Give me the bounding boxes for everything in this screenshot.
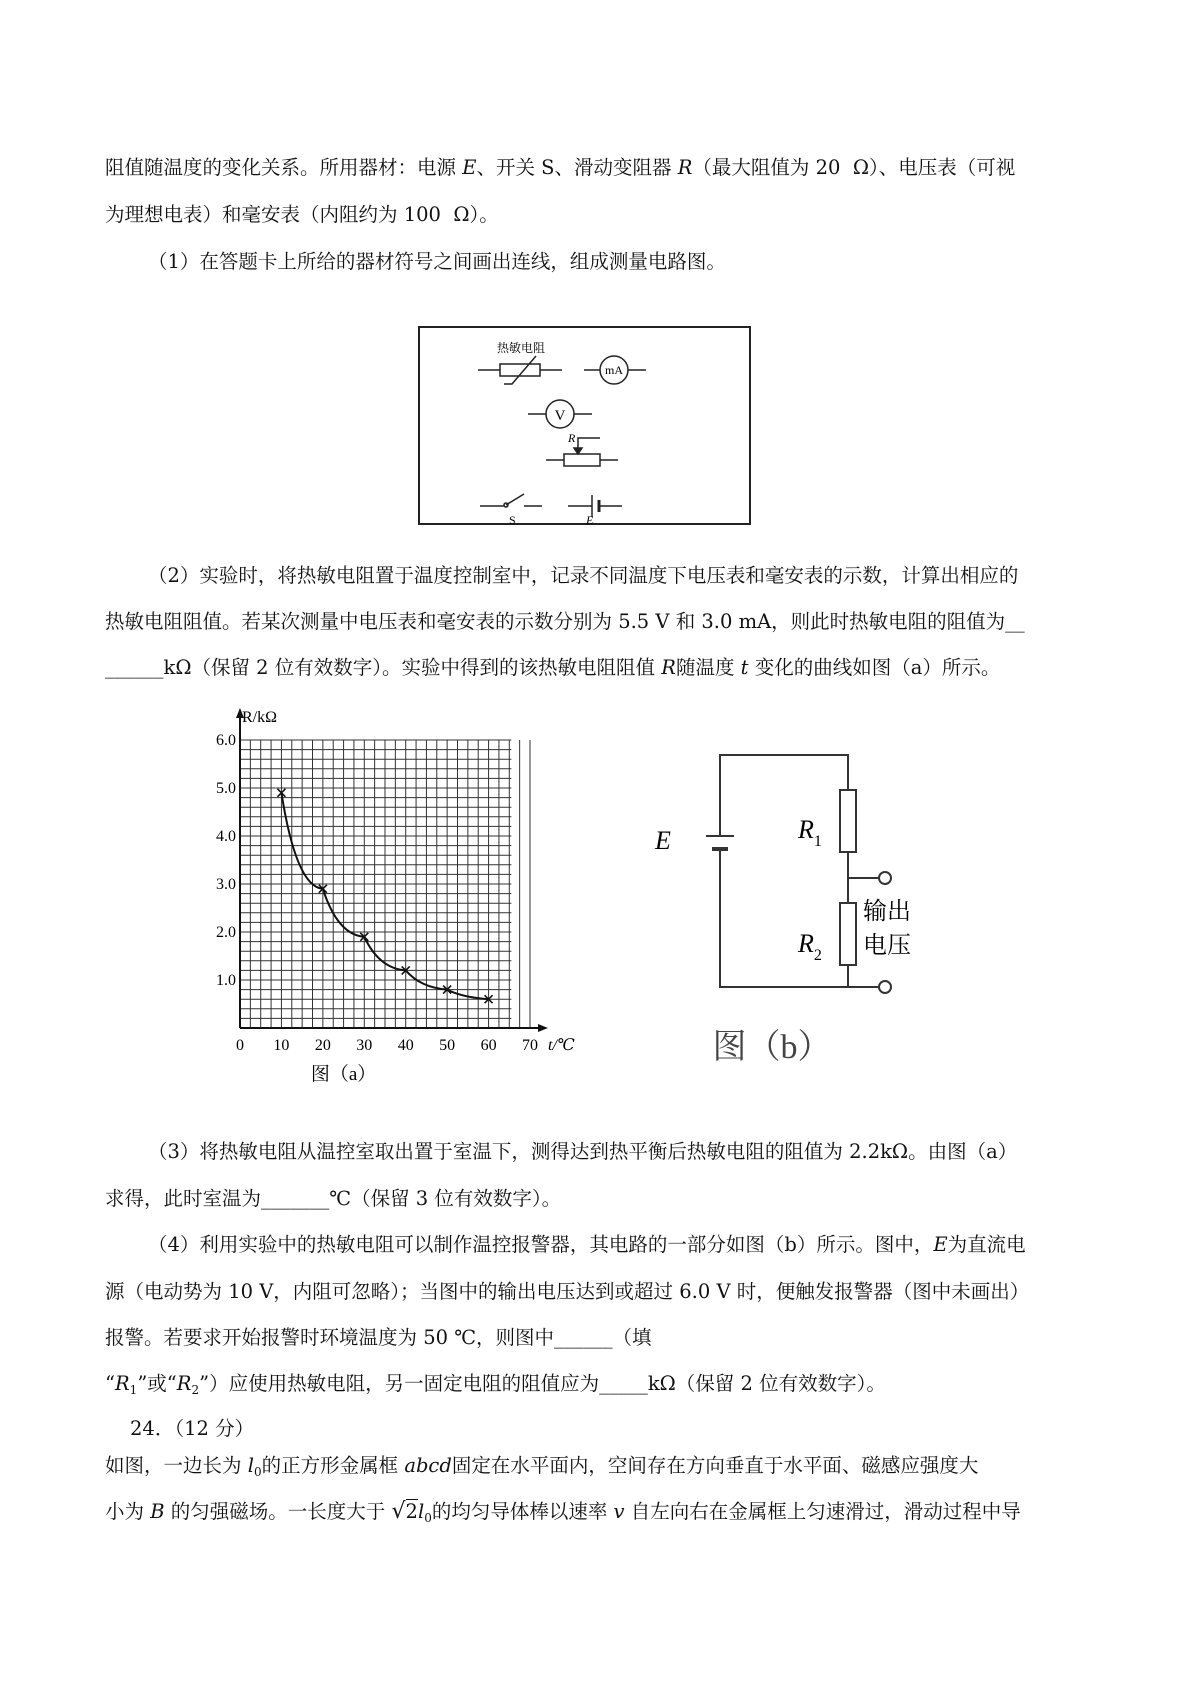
sqrt-expression: √2 xyxy=(391,1499,418,1524)
figure-b-caption: 图（b） xyxy=(712,1029,832,1066)
component-symbols-drawing xyxy=(420,328,753,527)
y-axis-label: R/kΩ xyxy=(242,709,278,726)
question-4-line-1: （4）利用实验中的热敏电阻可以制作温控报警器，其电路的一部分如图（b）所示。图中，E为直流电 xyxy=(148,1233,1026,1256)
question-4-line-2: 源（电动势为 10 V，内阻可忽略）；当图中的输出电压达到或超过 6.0 V 时，便触发报警器（图中未画出） xyxy=(105,1280,1030,1303)
symbol-abcd: abcd xyxy=(404,1454,452,1477)
voltmeter-label: V xyxy=(554,408,566,424)
symbol-R: R xyxy=(677,156,693,179)
question-1: （1）在答题卡上所给的器材符号之间画出连线，组成测量电路图。 xyxy=(148,250,726,273)
question-24-line-2: 小为 B 的匀强磁场。一长度大于 $√2l_0$的均匀导体棒以速率 v 自左向右在金属框上匀速滑过，滑动过程中导 xyxy=(105,1499,1021,1525)
x-tick-label: 30 xyxy=(356,1037,373,1054)
y-tick-label: 5.0 xyxy=(216,780,236,797)
symbol-v: v xyxy=(613,1500,625,1523)
switch-blade xyxy=(506,494,524,505)
x-axis-arrow xyxy=(538,1024,548,1032)
rheostat-body xyxy=(564,454,600,466)
x-axis-label: t/℃ xyxy=(548,1037,575,1054)
question-3-line-1: （3）将热敏电阻从温控室取出置于室温下，测得达到热平衡后热敏电阻的阻值为 2.2kΩ。由图（a） xyxy=(148,1140,1018,1163)
intro-text: （最大阻值为 20 Ω）、电压表（可视 xyxy=(692,156,1016,179)
x-tick-label: 10 xyxy=(273,1037,290,1054)
resistor-r1 xyxy=(840,790,856,852)
rheostat-label: R xyxy=(568,431,576,445)
question-2-line-2: 热敏电阻阻值。若某次测量中电压表和毫安表的示数分别为 5.5 V 和 3.0 mA，则此时热敏电阻的阻值为__ xyxy=(105,610,1025,633)
symbol-E: E xyxy=(462,156,477,179)
chart-tick-labels xyxy=(216,732,538,1054)
battery-label: E xyxy=(586,513,594,527)
symbol-l0: l xyxy=(417,1500,425,1523)
x-tick-label: 60 xyxy=(480,1037,497,1054)
x-tick-label: 50 xyxy=(439,1037,456,1054)
figure-a-caption: 图（a） xyxy=(310,1064,377,1085)
question-2-line-3: ______kΩ（保留 2 位有效数字）。实验中得到的该热敏电阻阻值 R随温度 t 变化的曲线如图（a）所示。 xyxy=(105,656,1001,679)
symbol-R: R xyxy=(661,656,676,679)
output-terminal-top xyxy=(879,872,891,884)
switch-label: S xyxy=(509,513,516,527)
milliammeter-label: mA xyxy=(605,363,623,377)
chart-axes xyxy=(236,708,548,1032)
y-tick-label: 3.0 xyxy=(216,876,236,893)
question-3-line-2: 求得，此时室温为_______℃（保留 3 位有效数字）。 xyxy=(105,1187,562,1210)
chart-grid xyxy=(240,740,530,1028)
figure-b-circuit xyxy=(655,745,920,1075)
symbol-B: B xyxy=(150,1500,165,1523)
intro-line-1 xyxy=(105,153,1015,183)
intro-text: 、开关 S、滑动变阻器 xyxy=(476,156,672,179)
thermistor-label: 热敏电阻 xyxy=(497,341,546,355)
question-2-line-1: （2）实验时，将热敏电阻置于温度控制室中，记录不同温度下电压表和毫安表的示数，计算出相应的 xyxy=(148,564,1019,587)
intro-text: 阻值随温度的变化关系。所用器材：电源 xyxy=(105,156,457,179)
question-4-line-3: 报警。若要求开始报警时环境温度为 50 ℃，则图中______（填 xyxy=(105,1326,652,1349)
symbol-R1: R xyxy=(114,1372,130,1395)
r2-label: $R_2$ xyxy=(798,929,822,964)
x-tick-label: 40 xyxy=(397,1037,414,1054)
figure-a-chart xyxy=(216,700,630,1120)
y-tick-label: 6.0 xyxy=(216,732,236,749)
symbol-R2: R xyxy=(176,1372,192,1395)
component-symbols-box xyxy=(418,326,751,525)
symbol-t: t xyxy=(740,656,749,679)
output-voltage-label-2: 电压 xyxy=(863,933,911,959)
resistor-r2 xyxy=(840,903,856,965)
question-4-line-4: “$R_1$”或“$R_2$”）应使用热敏电阻，另一固定电阻的阻值应为_____kΩ（保留 2 位有效数字）。 xyxy=(105,1372,886,1397)
r1-label: $R_1$ xyxy=(798,815,822,850)
x-tick-label: 70 xyxy=(522,1037,538,1054)
circuit-wire-bottom xyxy=(720,867,848,987)
symbol-l0: l xyxy=(247,1454,254,1477)
y-tick-label: 1.0 xyxy=(216,972,236,989)
symbol-E: E xyxy=(933,1233,948,1256)
x-tick-label: 0 xyxy=(236,1037,244,1054)
y-tick-label: 2.0 xyxy=(216,924,236,941)
y-tick-label: 4.0 xyxy=(216,828,236,845)
battery-label-E: E xyxy=(655,826,671,855)
circuit-wire-top xyxy=(720,755,848,830)
output-voltage-label-1: 输出 xyxy=(863,899,911,925)
question-24-line-1: 如图，一边长为 $l_0$的正方形金属框 abcd固定在水平面内，空间存在方向垂直于水平面、磁感应强度大 xyxy=(105,1454,979,1479)
intro-line-2: 为理想电表）和毫安表（内阻约为 100 Ω）。 xyxy=(105,203,499,226)
x-tick-label: 20 xyxy=(314,1037,331,1054)
question-24-title: 24．（12 分） xyxy=(130,1417,255,1440)
thermistor-slash xyxy=(504,356,536,384)
output-terminal-bottom xyxy=(879,981,891,993)
